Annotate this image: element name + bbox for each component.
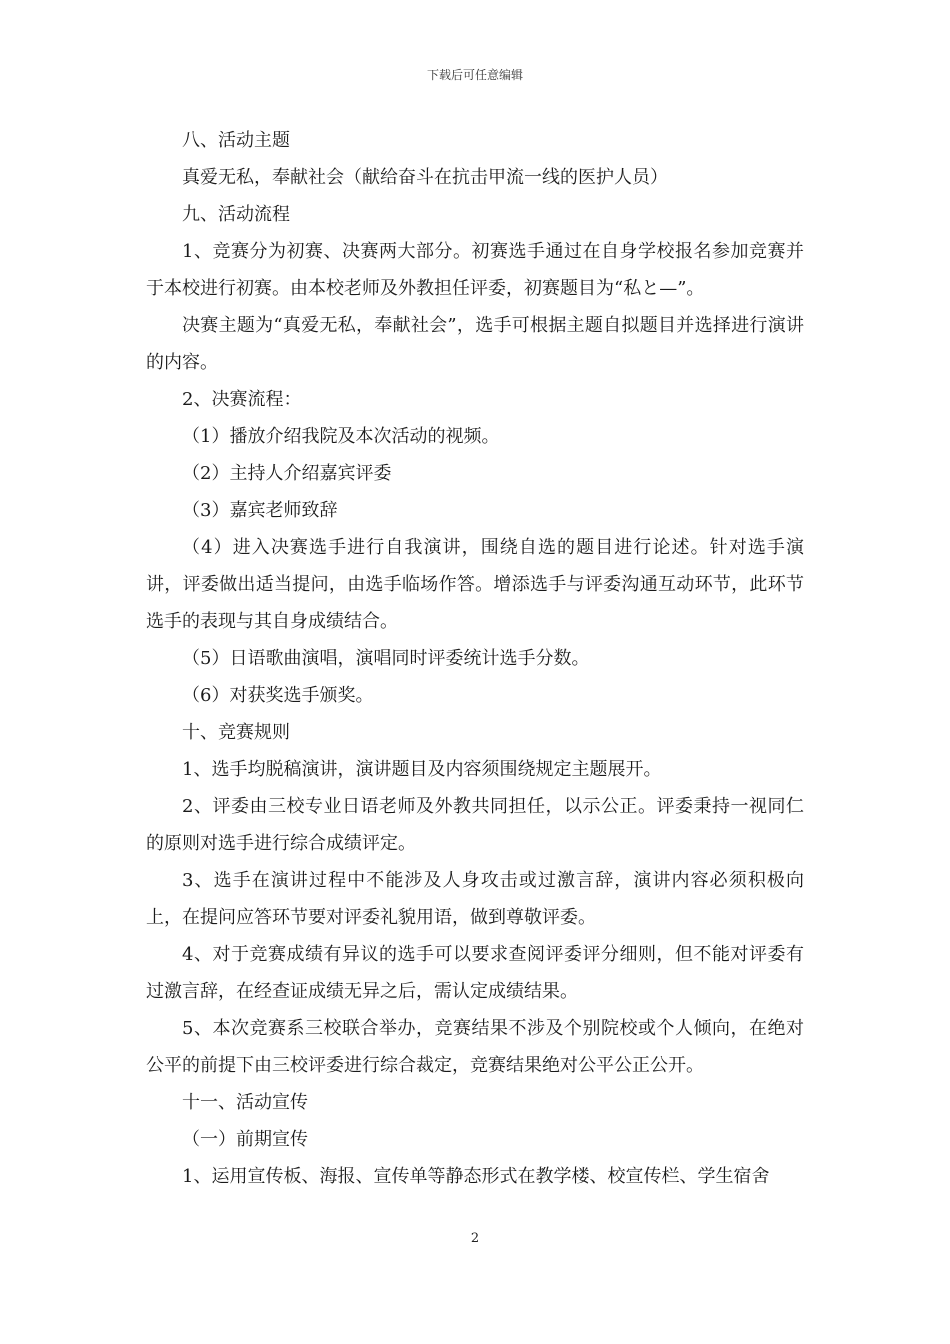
subsection-heading: （一）前期宣传 xyxy=(182,1129,308,1150)
paragraph: 1、竞赛分为初赛、决赛两大部分。初赛选手通过在自身学校报名参加竞赛并于本校进行初赛。由本校老师及外教担任评委，初赛题目为“私と—”。 xyxy=(146,241,804,299)
section-heading-process: 九、活动流程 xyxy=(182,204,290,225)
list-item: （5）日语歌曲演唱，演唱同时评委统计选手分数。 xyxy=(182,648,590,669)
paragraph: 2、决赛流程： xyxy=(182,389,302,410)
document-body xyxy=(146,122,804,1195)
paragraph: 2、评委由三校专业日语老师及外教共同担任，以示公正。评委秉持一视同仁的原则对选手进行综合成绩评定。 xyxy=(146,796,804,854)
list-item: （6）对获奖选手颁奖。 xyxy=(182,685,374,706)
paragraph: 3、选手在演讲过程中不能涉及人身攻击或过激言辞，演讲内容必须积极向上，在提问应答环节要对评委礼貌用语，做到尊敬评委。 xyxy=(146,870,804,928)
paragraph: 1、运用宣传板、海报、宣传单等静态形式在教学楼、校宣传栏、学生宿舍 xyxy=(182,1166,770,1187)
section-heading-publicity: 十一、活动宣传 xyxy=(182,1092,308,1113)
page-number: 2 xyxy=(470,1231,480,1246)
paragraph: 决赛主题为“真爱无私，奉献社会”，选手可根据主题自拟题目并选择进行演讲的内容。 xyxy=(146,315,804,373)
section-heading-theme: 八、活动主题 xyxy=(182,130,290,151)
list-item: （1）播放介绍我院及本次活动的视频。 xyxy=(182,426,500,447)
paragraph: 1、选手均脱稿演讲，演讲题目及内容须围绕规定主题展开。 xyxy=(182,759,662,780)
section-heading-rules: 十、竞赛规则 xyxy=(182,722,290,743)
list-item: （4）进入决赛选手进行自我演讲，围绕自选的题目进行论述。针对选手演讲，评委做出适当提问，由选手临场作答。增添选手与评委沟通互动环节，此环节选手的表现与其自身成绩结合。 xyxy=(146,537,804,632)
page-header: 下载后可任意编辑 xyxy=(426,68,523,82)
paragraph: 5、本次竞赛系三校联合举办，竞赛结果不涉及个别院校或个人倾向，在绝对公平的前提下由三校评委进行综合裁定，竞赛结果绝对公平公正公开。 xyxy=(146,1018,804,1076)
list-item: （3）嘉宾老师致辞 xyxy=(182,500,338,521)
list-item: （2）主持人介绍嘉宾评委 xyxy=(182,463,392,484)
paragraph: 4、对于竞赛成绩有异议的选手可以要求查阅评委评分细则，但不能对评委有过激言辞，在经查证成绩无异之后，需认定成绩结果。 xyxy=(146,944,804,1002)
paragraph: 真爱无私，奉献社会（献给奋斗在抗击甲流一线的医护人员） xyxy=(182,167,668,188)
